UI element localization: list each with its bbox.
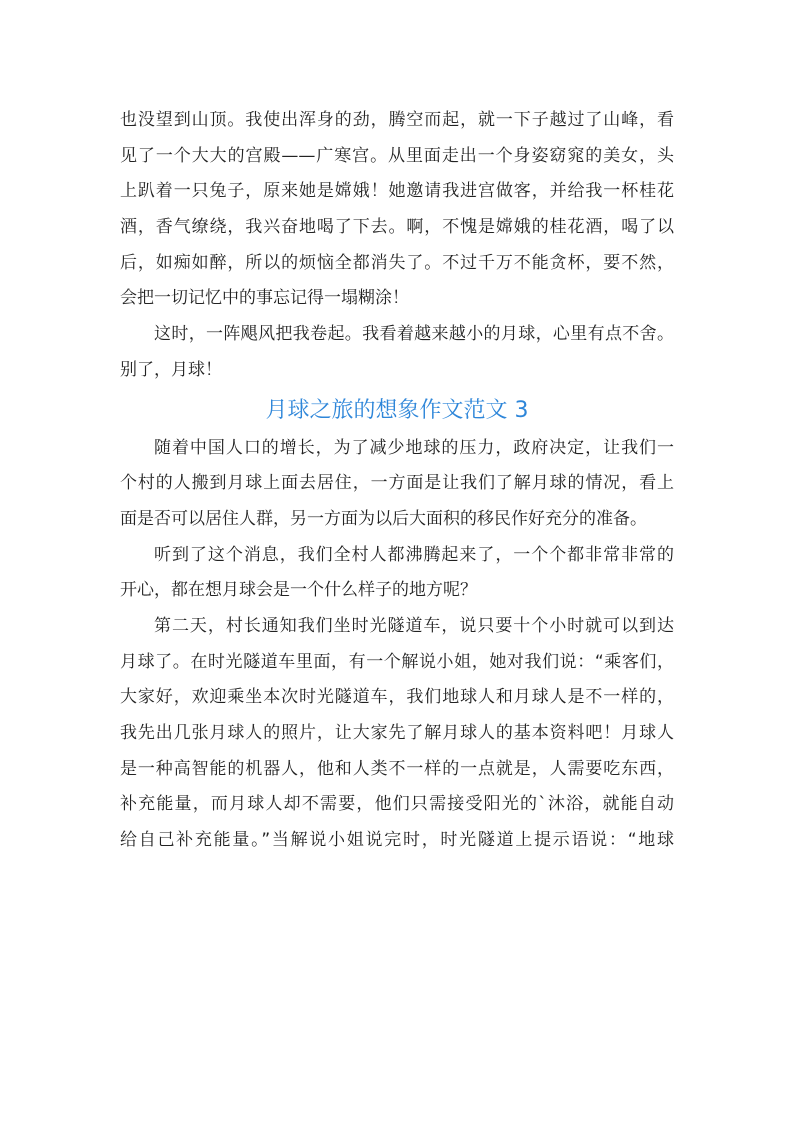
text-line: 开心，都在想月球会是一个什么样子的地方呢？ bbox=[120, 580, 477, 601]
text-line: 个村的人搬到月球上面去居住，一方面是让我们了解月球的情况，看上 bbox=[120, 473, 674, 494]
text-line: 上趴着一只兔子，原来她是嫦娥！她邀请我进宫做客，并给我一杯桂花 bbox=[120, 181, 674, 202]
section-title: 月球之旅的想象作文范文 3 bbox=[265, 397, 529, 423]
paragraph-2 bbox=[120, 317, 674, 388]
text-line: 会把一切记忆中的事忘记得一塌糊涂！ bbox=[120, 288, 409, 309]
text-line: 大家好，欢迎乘坐本次时光隧道车，我们地球人和月球人是不一样的， bbox=[120, 687, 674, 708]
paragraph-4 bbox=[120, 538, 674, 609]
article-body bbox=[120, 103, 674, 859]
paragraph-5 bbox=[120, 609, 674, 859]
text-line: 给自己补充能量。”当解说小姐说完时，时光隧道上提示语说：“地球 bbox=[120, 830, 674, 851]
text-line: 随着中国人口的增长，为了减少地球的压力，政府决定，让我们一 bbox=[154, 437, 674, 458]
text-line: 月球了。在时光隧道车里面，有一个解说小姐，她对我们说：“乘客们， bbox=[120, 651, 674, 672]
text-line: 后，如痴如醉，所以的烦恼全都消失了。不过千万不能贪杯，要不然， bbox=[120, 252, 674, 273]
text-line: 听到了这个消息，我们全村人都沸腾起来了，一个个都非常非常的 bbox=[154, 544, 674, 565]
text-line: 也没望到山顶。我使出浑身的劲，腾空而起，就一下子越过了山峰，看 bbox=[120, 110, 674, 130]
text-line: 我先出几张月球人的照片，让大家先了解月球人的基本资料吧！月球人 bbox=[120, 723, 674, 743]
text-line: 第二天，村长通知我们坐时光隧道车，说只要十个小时就可以到达 bbox=[154, 615, 674, 636]
text-line: 这时，一阵飓风把我卷起。我看着越来越小的月球，心里有点不舍。 bbox=[154, 324, 674, 345]
paragraph-1 bbox=[120, 103, 674, 317]
text-line: 补充能量，而月球人却不需要，他们只需接受阳光的`沐浴，就能自动 bbox=[120, 794, 674, 815]
text-line: 见了一个大大的宫殿——广寒宫。从里面走出一个身姿窈窕的美女，头 bbox=[120, 145, 674, 166]
paragraph-3 bbox=[120, 431, 674, 538]
text-line: 酒，香气缭绕，我兴奋地喝了下去。啊，不愧是嫦娥的桂花酒，喝了以 bbox=[120, 217, 674, 238]
text-line: 是一种高智能的机器人，他和人类不一样的一点就是，人需要吃东西， bbox=[120, 758, 674, 779]
text-line: 别了，月球！ bbox=[120, 359, 222, 380]
text-line: 面是否可以居住人群，另一方面为以后大面积的移民作好充分的准备。 bbox=[120, 508, 647, 529]
